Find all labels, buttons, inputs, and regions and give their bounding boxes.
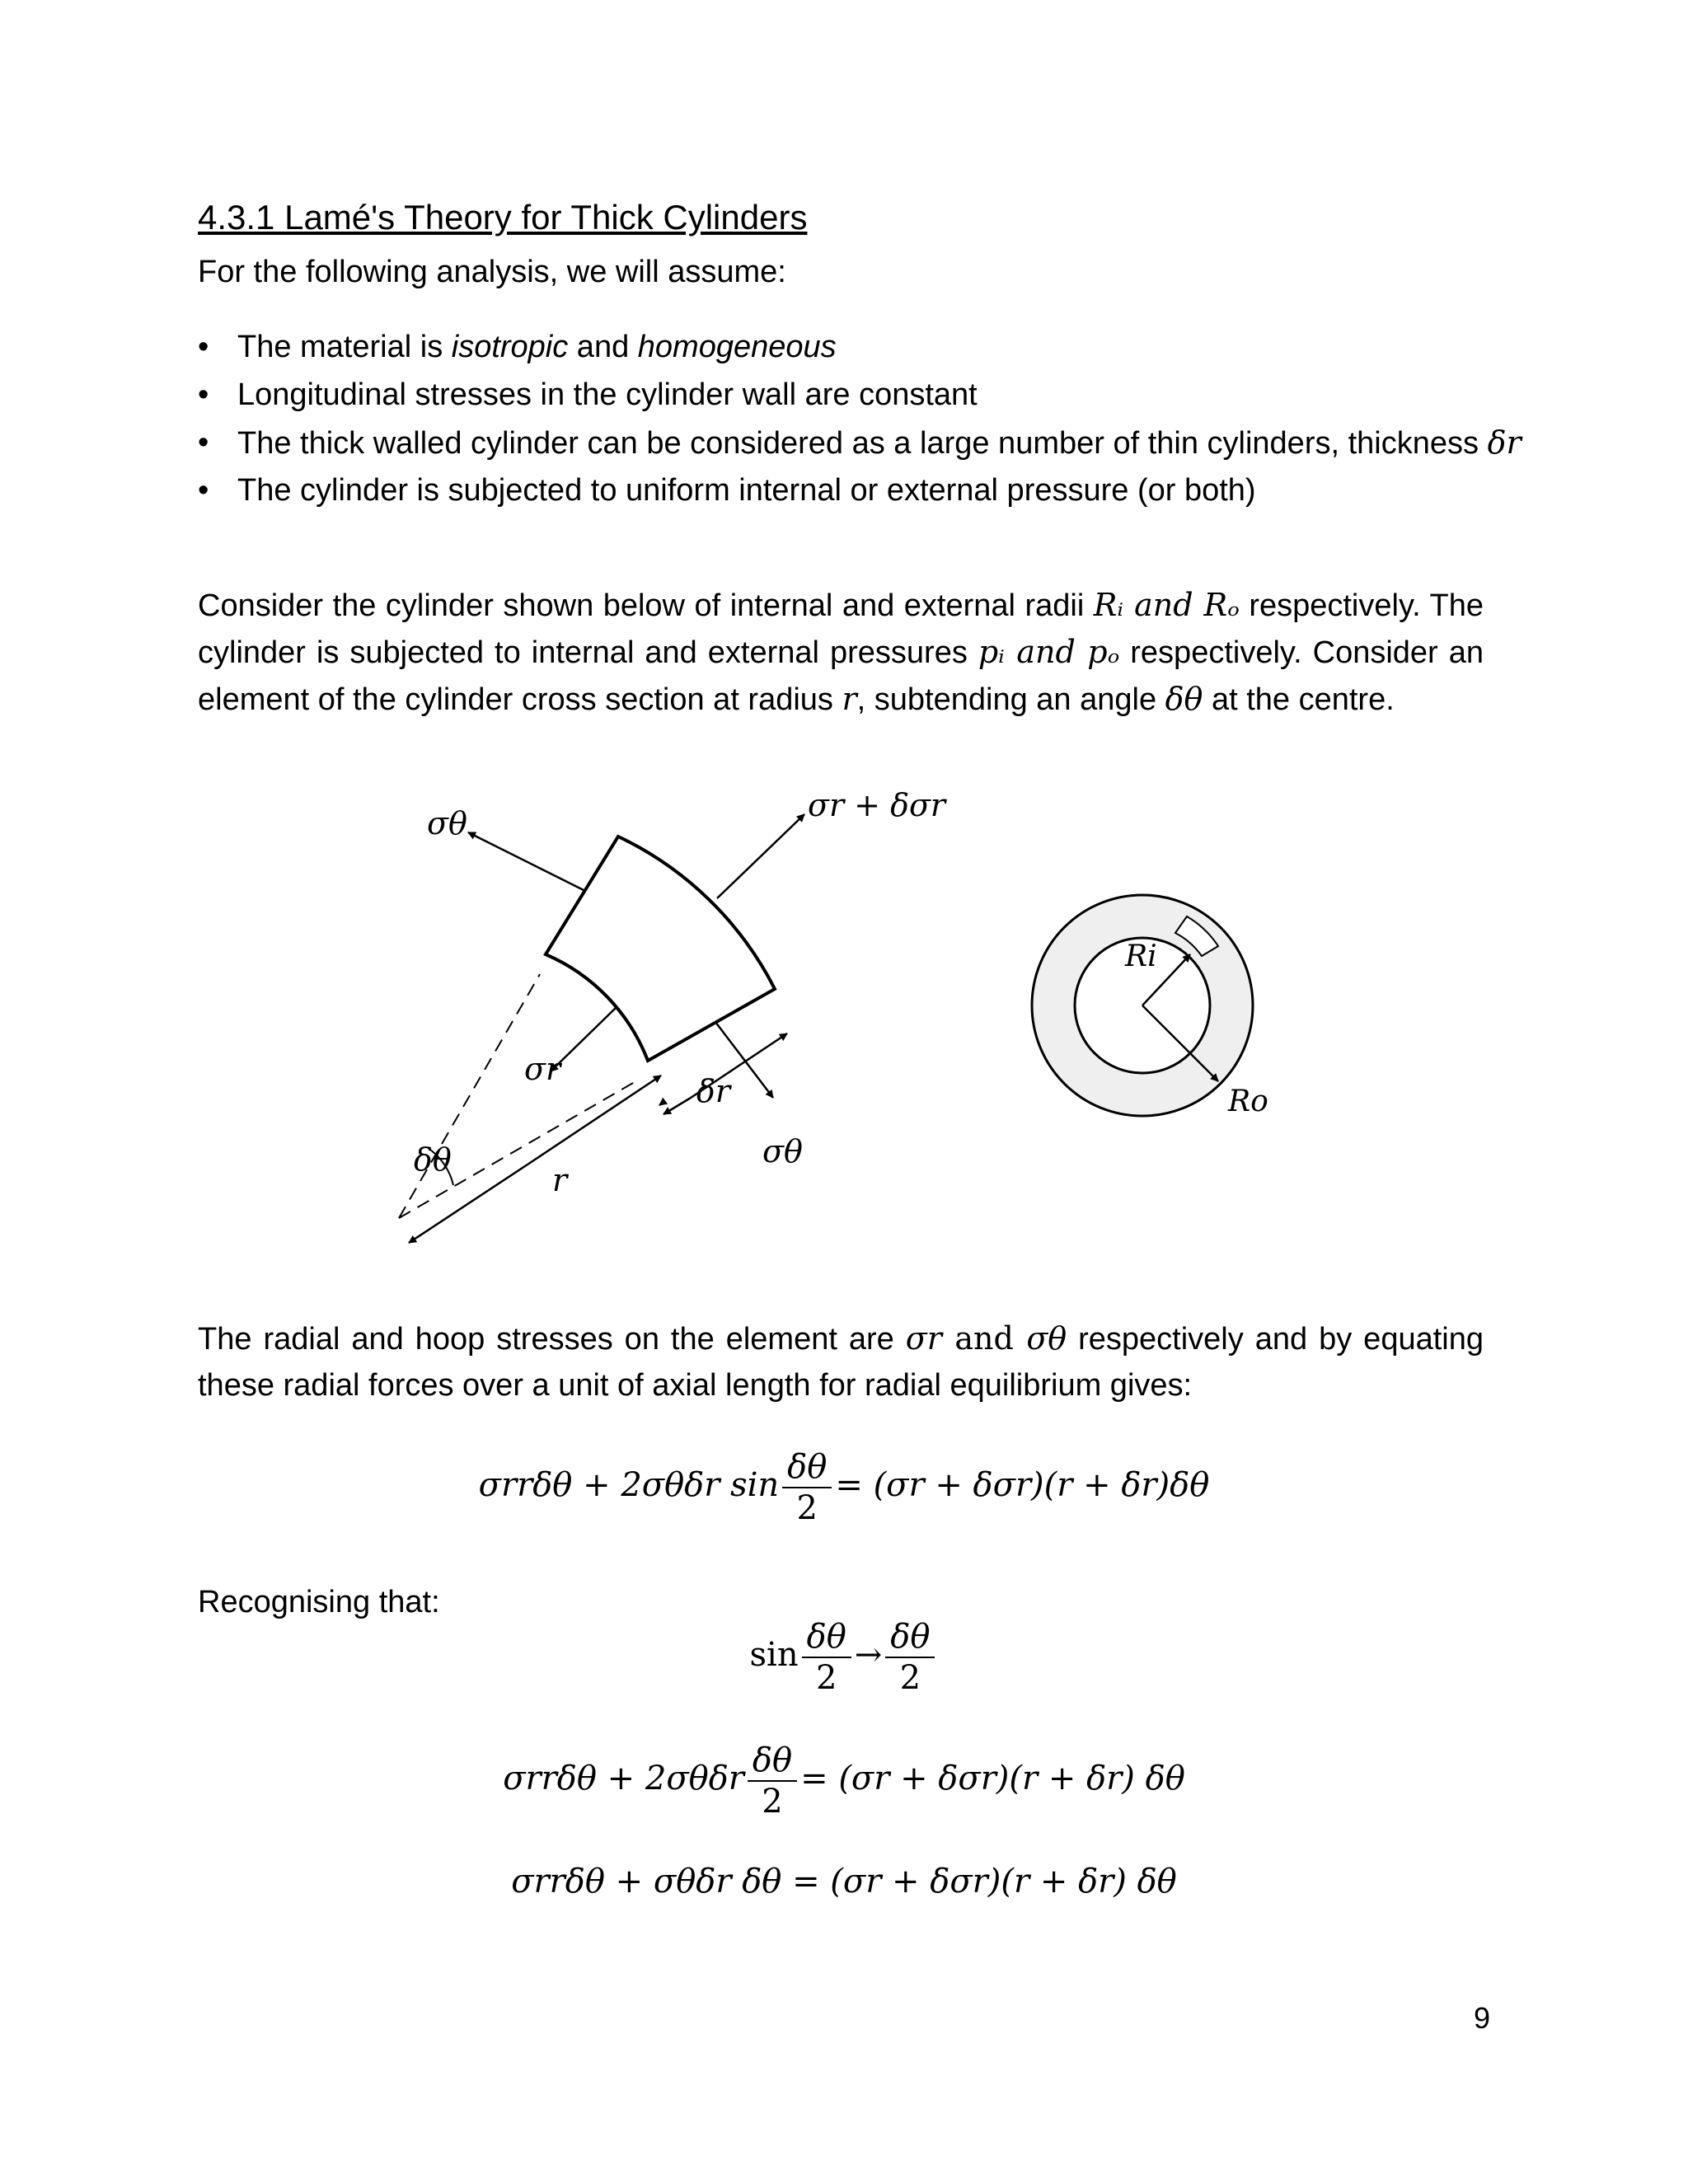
label-sigma-r: σr [524, 1051, 561, 1087]
paragraph-cylinder-description: Consider the cylinder shown below of internal and external radii Rᵢ and Rₒ respectively. The cylinder is subjected to internal and external pressures pᵢ and pₒ respectively. Consider an element of the cylinder cross section at radius r, subtending an angle δθ at the centre. [198, 587, 1484, 717]
list-item: • Longitudinal stresses in the cylinder wall are constant [198, 371, 1522, 419]
list-item: • The thick walled cylinder can be considered as a large number of thin cylinders, thickness δr [198, 419, 1522, 466]
label-sigma-theta-top: σθ [427, 805, 467, 841]
stress-element-figure [0, 742, 1688, 1277]
label-r: r [552, 1162, 568, 1198]
recognising-text: Recognising that: [198, 1585, 440, 1619]
label-delta-theta: δθ [414, 1141, 452, 1178]
page-number: 9 [1473, 2001, 1490, 2035]
label-ri: Ri [1125, 940, 1157, 973]
equation-2: sin $\frac{\delta\theta}{2}$ → $\frac{\delta\theta}{2}$ [0, 1617, 1688, 1698]
list-item: • The material is isotropic and homogeneous [198, 323, 1522, 371]
equation-1: σrrδθ + 2σθδr sin $\frac{\delta\theta}{2}$ = (σr + δσr)(r + δr)δθ [478, 1448, 1210, 1527]
arrow-delta-r-inner [663, 1098, 691, 1114]
equation-4: σrrδθ + σθδr δθ = (σr + δσr)(r + δr) δθ [511, 1863, 1177, 1900]
section-heading: 4.3.1 Lamé's Theory for Thick Cylinders [198, 198, 808, 237]
label-sigma-r-plus: σr + δσr [808, 787, 946, 823]
intro-text: For the following analysis, we will assume: [198, 255, 786, 289]
paragraph-equilibrium: The radial and hoop stresses on the element are σr and σθ respectively and by equating these radial forces over a unit of axial length for radial equilibrium gives: [198, 1320, 1484, 1403]
assumption-list [198, 323, 1522, 514]
label-sigma-theta-bottom: σθ [762, 1133, 803, 1169]
arrow-sigma-theta-top [468, 832, 584, 890]
label-delta-r: δr [696, 1073, 731, 1109]
equation-3: σrrδθ + 2σθδr $\frac{\delta\theta}{2}$ = (σr + δσr)(r + δr) δθ [503, 1741, 1185, 1821]
label-ro: Ro [1228, 1085, 1268, 1118]
arrow-sigma-r-plus [717, 814, 804, 898]
arrow-r-outer [528, 1076, 661, 1165]
list-item: • The cylinder is subjected to uniform internal or external pressure (or both) [198, 466, 1522, 514]
